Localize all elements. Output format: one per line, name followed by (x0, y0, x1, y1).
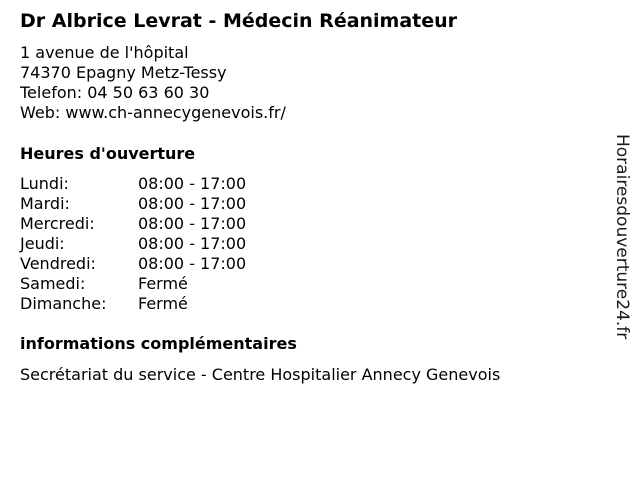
page-title: Dr Albrice Levrat - Médecin Réanimateur (20, 10, 458, 32)
hours-time: 08:00 - 17:00 (138, 214, 247, 233)
website-link[interactable]: Web: www.ch-annecygenevois.fr/ (20, 103, 286, 122)
hours-day: Vendredi: (20, 254, 96, 273)
site-watermark: Horairesdouverture24.fr (612, 134, 632, 340)
address-block (20, 43, 286, 123)
hours-day: Lundi: (20, 174, 69, 193)
hours-day: Mardi: (20, 194, 70, 213)
hours-time: 08:00 - 17:00 (138, 254, 247, 273)
hours-time: 08:00 - 17:00 (138, 194, 247, 213)
hours-time: Fermé (138, 294, 188, 313)
hours-day: Samedi: (20, 274, 86, 293)
hours-time: Fermé (138, 274, 188, 293)
phone-number: Telefon: 04 50 63 60 30 (20, 83, 210, 102)
hours-day: Mercredi: (20, 214, 95, 233)
address-city: 74370 Epagny Metz-Tessy (20, 63, 227, 82)
info-text: Secrétariat du service - Centre Hospitalier Annecy Genevois (20, 365, 501, 384)
address-street: 1 avenue de l'hôpital (20, 43, 189, 62)
hours-day: Dimanche: (20, 294, 107, 313)
hours-time: 08:00 - 17:00 (138, 174, 247, 193)
info-heading: informations complémentaires (20, 334, 297, 353)
hours-day: Jeudi: (20, 234, 65, 253)
hours-time: 08:00 - 17:00 (138, 234, 247, 253)
hours-heading: Heures d'ouverture (20, 144, 196, 163)
